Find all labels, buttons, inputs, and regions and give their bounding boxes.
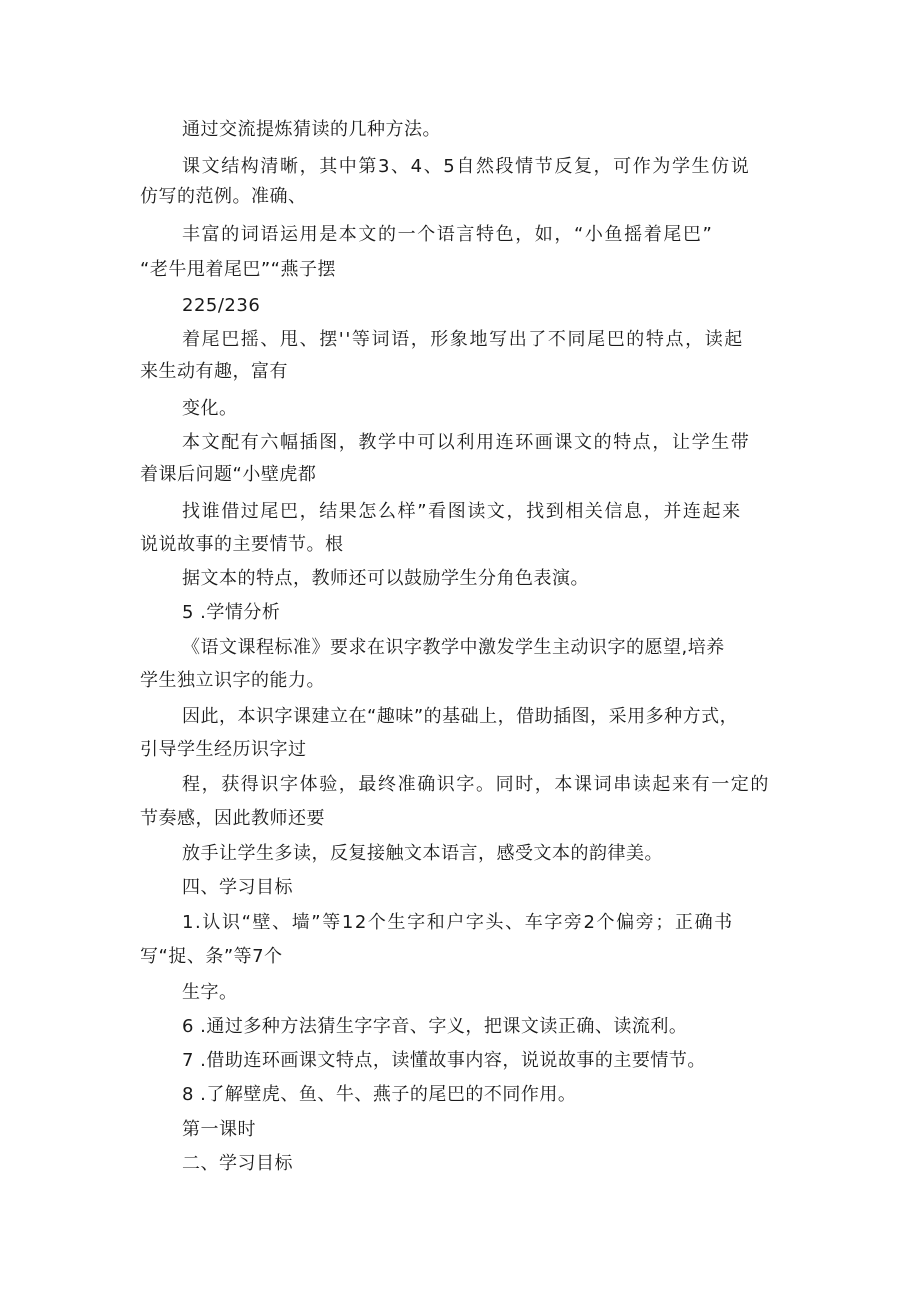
text-line: 因此，本识字课建立在“趣味”的基础上，借助插图，采用多种方式， [182,706,739,727]
text-line: 《语文课程标准》要求在识字教学中激发学生主动识字的愿望,培养 [182,637,725,658]
text-line: 学生独立识字的能力。 [140,670,325,691]
text-line: 节奏感，因此教师还要 [140,808,325,829]
text-line: 课文结构清晰，其中第3、4、5自然段情节反复，可作为学生仿说 [182,156,751,177]
text-line: 引导学生经历识字过 [140,739,307,760]
text-line: 仿写的范例。准确、 [140,186,307,207]
section-heading: 5 .学情分析 [182,602,281,623]
text-line: 变化。 [182,398,238,419]
text-line: “老牛甩着尾巴”“燕子摆 [140,259,336,280]
section-heading: 第一课时 [182,1119,256,1140]
text-line: 通过交流提炼猜读的几种方法。 [182,119,441,140]
text-line: 来生动有趣，富有 [140,361,288,382]
section-heading: 二、学习目标 [182,1153,293,1174]
text-line: 找谁借过尾巴，结果怎么样”看图读文，找到相关信息，并连起来 [182,501,742,522]
text-line: 6 .通过多种方法猜生字字音、字义，把课文读正确、读流利。 [182,1016,688,1037]
text-line: 7 .借助连环画课文特点，读懂故事内容，说说故事的主要情节。 [182,1050,706,1071]
page-number: 225/236 [182,295,261,316]
text-line: 生字。 [182,982,238,1003]
text-line: 着尾巴摇、甩、摆''等词语，形象地写出了不同尾巴的特点，读起 [182,329,744,350]
text-line: 本文配有六幅插图，教学中可以利用连环画课文的特点，让学生带 [182,432,751,453]
text-line: 着课后问题“小壁虎都 [140,464,317,485]
text-line: 8 .了解壁虎、鱼、牛、燕子的尾巴的不同作用。 [182,1084,577,1105]
text-line: 程，获得识字体验，最终准确识字。同时，本课词串读起来有一定的 [182,774,770,795]
text-line: 1.认识“壁、墙”等12个生字和户字头、车字旁2个偏旁；正确书 [182,912,734,933]
text-line: 放手让学生多读，反复接触文本语言，感受文本的韵律美。 [182,843,663,864]
text-line: 据文本的特点，教师还可以鼓励学生分角色表演。 [182,568,589,589]
text-line: 写“捉、条”等7个 [140,946,283,967]
section-heading: 四、学习目标 [182,877,293,898]
text-line: 说说故事的主要情节。根 [140,534,344,555]
text-line: 丰富的词语运用是本文的一个语言特色，如，“小鱼摇着尾巴” [182,224,714,245]
